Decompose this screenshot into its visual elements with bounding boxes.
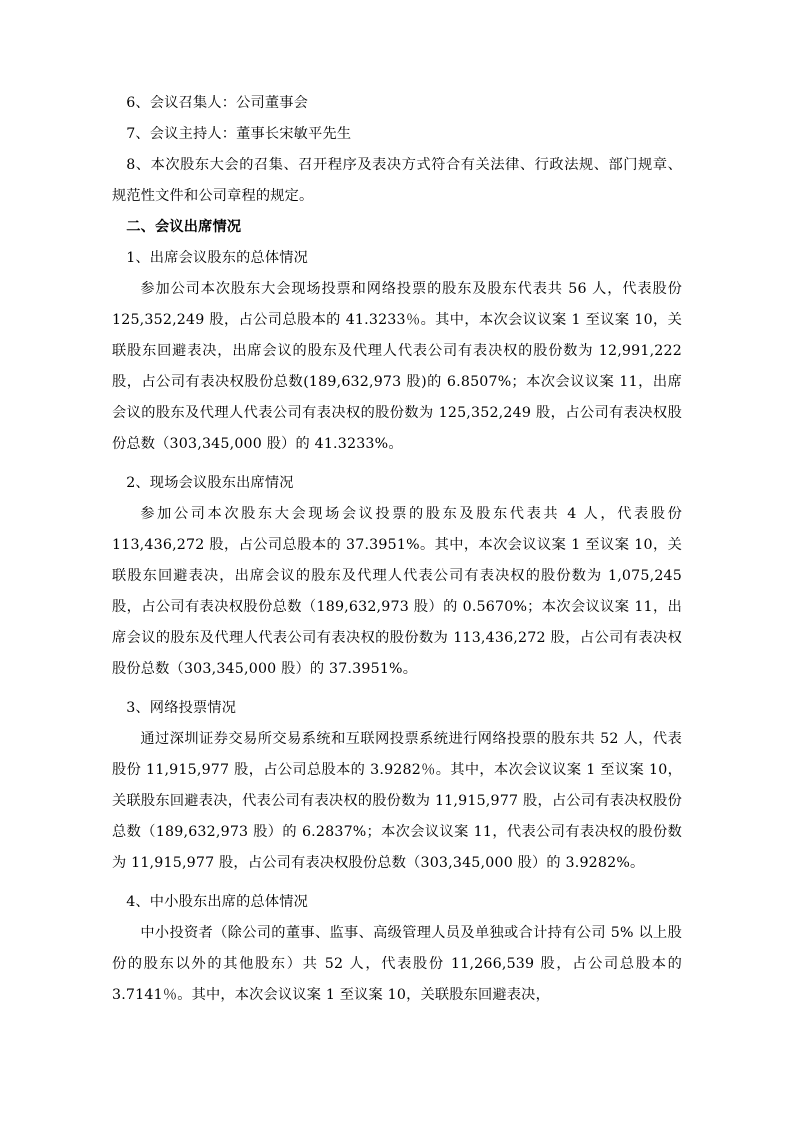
- paragraph-overall-attendance: 参加公司本次股东大会现场投票和网络投票的股东及股东代表共 56 人，代表股份 125,352,249 股，占公司总股本的 41.3233％。其中，本次会议议案 1 至议案 10，关联股东回避表决，出席会议的股东及代理人代表公司有表决权的股份数为 12,991,222 股，占公司有表决权股份总数(189,632,973 股)的 6.8507%；本次会议议案 11，出席会议的股东及代理人代表公司有表决权的股份数为 125,352,249 股，占公司有表决权股份总数（303,345,000 股）的 41.3233%。: [112, 281, 682, 452]
- paragraph-item-8: 8、本次股东大会的召集、召开程序及表决方式符合有关法律、行政法规、部门规章、规范性文件和公司章程的规定。: [112, 157, 682, 204]
- paragraph-item-6: 6、会议召集人：公司董事会: [126, 95, 309, 111]
- paragraph-item-7: 7、会议主持人：董事长宋敏平先生: [126, 126, 352, 142]
- section-heading-attendance: 二、会议出席情况: [126, 219, 242, 235]
- subheading-onsite-attendance: 2、现场会议股东出席情况: [126, 475, 294, 491]
- paragraph-online-voting: 通过深圳证券交易所交易系统和互联网投票系统进行网络投票的股东共 52 人，代表股份 11,915,977 股，占公司总股本的 3.9282％。其中，本次会议议案 1 至议案 10，关联股东回避表决，代表公司有表决权的股份数为 11,915,977 股，占公司有表决权股份总数（189,632,973 股）的 6.2837%；本次会议议案 11，代表公司有表决权的股份数为 11,915,977 股，占公司有表决权股份总数（303,345,000 股）的 3.9282%。: [112, 731, 682, 871]
- paragraph-minority-shareholders: 中小投资者（除公司的董事、监事、高级管理人员及单独或合计持有公司 5% 以上股份的股东以外的其他股东）共 52 人，代表股份 11,266,539 股，占公司总股本的 3.7141％。其中，本次会议议案 1 至议案 10，关联股东回避表决，: [112, 925, 682, 1003]
- subheading-overall-attendance: 1、出席会议股东的总体情况: [126, 250, 309, 266]
- paragraph-onsite-attendance: 参加公司本次股东大会现场会议投票的股东及股东代表共 4 人，代表股份 113,436,272 股，占公司总股本的 37.3951%。其中，本次会议议案 1 至议案 10，关联股东回避表决，出席会议的股东及代理人代表公司有表决权的股份数为 1,075,245 股，占公司有表决权股份总数（189,632,973 股）的 0.5670%；本次会议议案 11，出席会议的股东及代理人代表公司有表决权的股份数为 113,436,272 股，占公司有表决权股份总数（303,345,000 股）的 37.3951%。: [112, 506, 682, 677]
- subheading-online-voting: 3、网络投票情况: [126, 700, 237, 716]
- document-body: [112, 88, 682, 1011]
- subheading-minority-shareholders: 4、中小股东出席的总体情况: [126, 894, 309, 910]
